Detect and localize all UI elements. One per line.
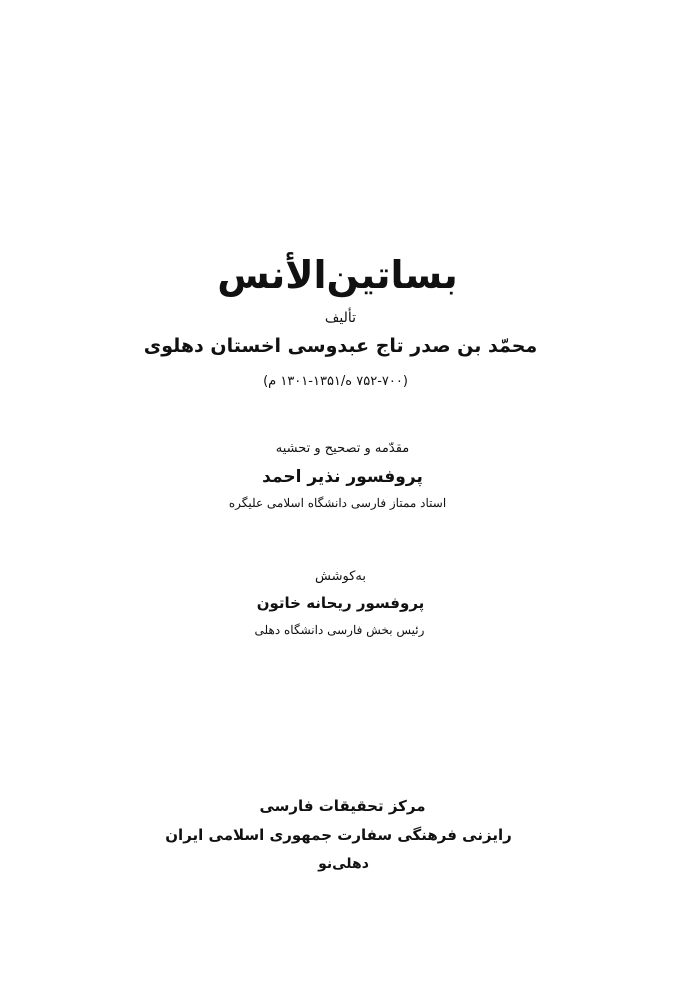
editor-name: پروفسور نذیر احمد [262,467,423,487]
publisher-parent: رایزنی فرهنگی سفارت جمهوری اسلامی ایران [165,826,512,844]
author-name: محمّد بن صدر تاج عبدوسی اخستان دهلوی [143,335,538,357]
compiler-position: رئیس بخش فارسی دانشگاه دهلی [254,623,425,637]
compiler-role-label: به‌کوشش [315,569,366,584]
compiler-name: پروفسور ریحانه خاتون [256,594,425,612]
author-dates: (۷۵۲-۷۰۰ ه/۱۳۵۱-۱۳۰۱ م) [263,374,408,389]
publisher-name: مرکز تحقیقات فارسی [259,797,426,815]
author-label: تألیف [324,310,357,326]
editor-position: استاد ممتاز فارسی دانشگاه اسلامی علیگره [228,496,447,510]
book-title: بساتين‌الأنس [217,253,458,297]
publisher-city: دهلی‌نو [318,856,369,872]
editor-role-label: مقدّمه و تصحیح و تحشیه [275,441,410,456]
